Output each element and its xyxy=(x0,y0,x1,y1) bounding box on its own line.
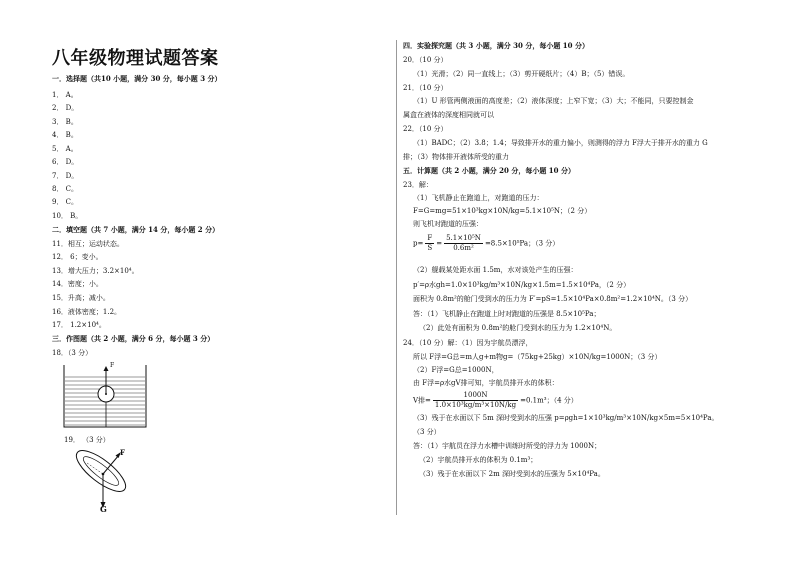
q24-fraction-denominator: 1.0×10³kg/m³×10N/kg xyxy=(434,401,517,409)
q24-answer-3: （3）残于在水面以下 2m 深时受到水的压强为 5×10⁴Pa。 xyxy=(419,470,605,478)
answer-21-line-1: （1）U 形管两侧液面的高度差；（2）液体深度；上窄下宽；（3）大；不能同，只要控制金 xyxy=(413,97,694,105)
answer-15: 15．升高；减小。 xyxy=(52,294,110,302)
q24-step-3: 由 F浮=ρ水gV排可知，宇航员排开水的体积： xyxy=(413,379,559,387)
section-5-heading: 五．计算题（共 2 小题，满分 20 分，每小题 10 分） xyxy=(403,166,575,175)
answer-5: 5． A。 xyxy=(52,145,78,153)
q24-formula-result: =0.1m³；（4 分） xyxy=(520,396,578,405)
answer-17: 17． 1.2×10⁴。 xyxy=(52,321,106,329)
q24-answer-2: （2）宇航员排开水的体积为 0.1m³； xyxy=(419,456,538,464)
question-24-label: 24．（10 分）解：（1）因为宇航员漂浮， xyxy=(403,339,533,347)
q24-fraction xyxy=(433,391,518,410)
q24-step-6: （3 分） xyxy=(413,428,441,436)
q24-step-5: （3）残于在水面以下 5m 深时受到水的压强 p=ρgh=1×10³kg/m³×10N/kg×5m=5×10⁴Pa。 xyxy=(413,414,719,422)
q23-formula-result: =8.5×10⁵Pa；（3 分） xyxy=(484,239,560,248)
question-19-label: 19． （3 分） xyxy=(64,436,110,444)
answer-4: 4． B。 xyxy=(52,131,78,139)
answer-9: 9． C。 xyxy=(52,198,79,206)
q23-pressure-formula: p= $\frac{F}{S}$ = $\frac{\text{5.1×10⁵N}}{\text{0.6m²}}$ =8.5×10⁵Pa；（3 分） xyxy=(413,234,560,252)
section-3-heading: 三．作图题（共 2 小题，满分 6 分，每小题 3 分） xyxy=(52,334,215,343)
q24-volume-formula xyxy=(413,391,578,410)
answer-22-line-2: 排；（3）物体排开液体所受的重力 xyxy=(403,153,509,161)
question-18-label: 18．（3 分） xyxy=(52,349,93,357)
q23-fraction-values-numerator: 5.1×10⁵N xyxy=(446,234,481,242)
q23-step-6: p′=ρ水gh=1.0×10³kg/m³×10N/kg×1.5m=1.5×10⁴Pa，（2 分） xyxy=(413,281,631,289)
answer-13: 13．增大压力；3.2×10⁴。 xyxy=(52,267,139,275)
q23-answer-2: （2）此处有面积为 0.8m²的舱门受到水的压力为 1.2×10⁴N。 xyxy=(419,324,617,332)
figure-18-buoyancy-diagram xyxy=(62,361,148,429)
answer-21-line-2: 属盒在液体的深度相同就可以 xyxy=(403,111,494,119)
q23-fraction-fs-numerator: F xyxy=(427,234,433,242)
figure-18-force-label: F xyxy=(110,362,115,369)
q23-step-2: F=G=mg=51×10³kg×10N/kg=5.1×10⁵N；（2 分） xyxy=(413,207,592,215)
page-title: 八年级物理试题答案 xyxy=(52,48,219,69)
q23-step-1: （1）飞机静止在跑道上，对跑道的压力： xyxy=(413,194,544,202)
q23-step-7: 面积为 0.8m²的舱门受到水的压力为 F′=pS=1.5×10⁴Pa×0.8m²=1.2×10⁴N。（3 分） xyxy=(413,295,693,303)
answer-3: 3． B。 xyxy=(52,118,78,126)
section-1-heading: 一．选择题（共10 小题，满分 30 分，每小题 3 分） xyxy=(52,74,222,83)
figure-19-force-diagram xyxy=(67,447,147,515)
q23-fraction-values-denominator: 0.6m² xyxy=(453,244,474,252)
question-21-label: 21．（10 分） xyxy=(403,84,448,92)
section-4-heading: 四．实验探究题（共 3 小题，满分 30 分，每小题 10 分） xyxy=(403,41,589,50)
q23-fraction-values xyxy=(444,234,483,253)
answer-1: 1． A。 xyxy=(52,91,78,99)
question-22-label: 22．（10 分） xyxy=(403,125,448,133)
answer-11: 11．相互；运动状态。 xyxy=(52,240,124,248)
answer-7: 7． D。 xyxy=(52,172,79,180)
answer-20: （1）光滑；（2）同一直线上；（3）剪开硬纸片；（4）B；（5）错误。 xyxy=(413,70,630,78)
q23-formula-prefix: p= xyxy=(413,239,424,248)
column-divider xyxy=(396,40,397,515)
answer-8: 8． C。 xyxy=(52,185,79,193)
answer-12: 12． 6；变小。 xyxy=(52,253,103,261)
figure-19-force-label: F xyxy=(120,448,125,457)
figure-19-gravity-label: G xyxy=(100,504,107,514)
q24-formula-prefix: V排= xyxy=(413,396,431,405)
answer-2: 2． D。 xyxy=(52,104,79,112)
question-23-label: 23．解： xyxy=(403,181,433,189)
question-20-label: 20．（10 分） xyxy=(403,56,448,64)
q23-step-3: 则飞机对跑道的压强： xyxy=(413,220,483,228)
answer-14: 14．密度；小。 xyxy=(52,280,103,288)
q24-step-1: 所以 F浮=G总=m人g+m物g=（75kg+25kg）×10N/kg=1000N；（3 分） xyxy=(413,353,662,361)
q24-fraction-numerator: 1000N xyxy=(433,391,518,401)
q23-fraction-fs-denominator: S xyxy=(427,244,433,252)
answer-16: 16．液体密度；1.2。 xyxy=(52,308,122,316)
q24-answer-1: 答：（1）宇航员在浮力水槽中训练时所受的浮力为 1000N； xyxy=(413,442,602,450)
answer-10: 10． B。 xyxy=(52,212,83,220)
answer-6: 6． D。 xyxy=(52,158,79,166)
q23-answer-1: 答：（1）飞机静止在跑道上时对跑道的压强是 8.5×10⁵Pa； xyxy=(413,310,601,318)
q23-fraction-fs xyxy=(425,234,434,253)
section-2-heading: 二．填空题（共 7 小题，满分 14 分，每小题 2 分） xyxy=(52,225,220,234)
answer-22-line-1: （1）BADC；（2）3.8；1.4；导致排开水的重力偏小，则测得的浮力 F浮大于排开水的重力 G xyxy=(413,139,708,147)
q23-step-5: （2）舰载某处距水面 1.5m，水对该处产生的压强： xyxy=(413,266,578,274)
q24-step-2: （2）F浮=G总=1000N， xyxy=(413,366,499,374)
